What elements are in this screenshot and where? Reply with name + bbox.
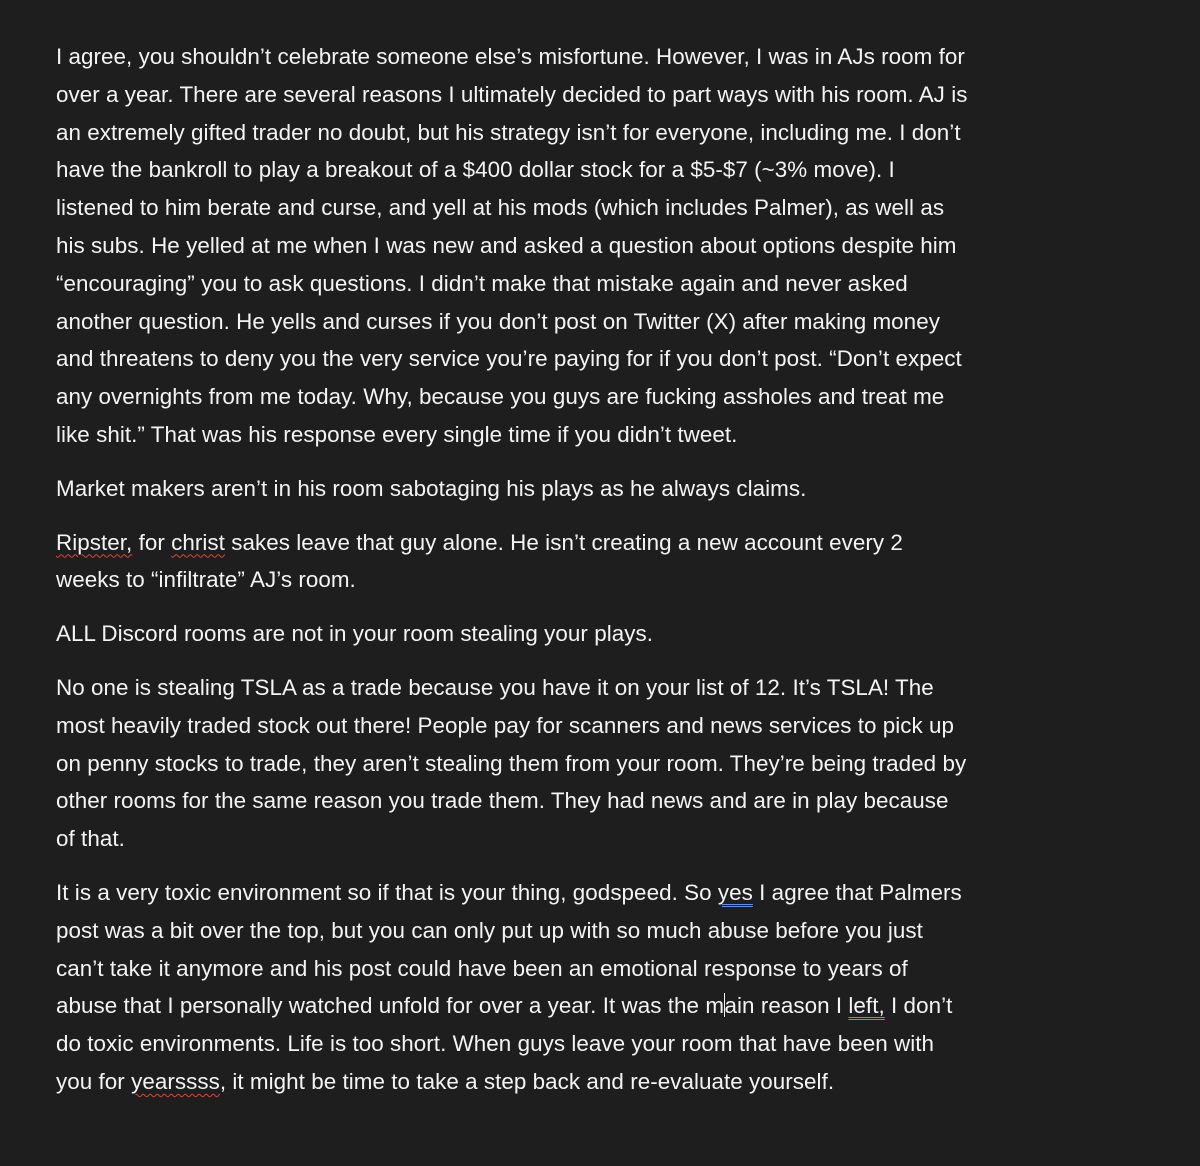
paragraph-text: ALL Discord rooms are not in your room stealing your plays.	[56, 621, 653, 647]
paragraph-4	[56, 615, 1186, 653]
paragraph-text: I agree that Palmers post was a bit over the top, but you can only put up with so much abuse before you just can’t take it anymore and his post could have been an emotional response to years of abuse that I personally watched unfold for over a year. It was the m	[56, 879, 962, 1019]
document-body[interactable]	[56, 38, 1186, 1117]
paragraph-text: sakes leave that guy alone. He isn’t creating a new account every 2 weeks to “infiltrate” AJ’s room.	[56, 529, 903, 593]
paragraph-1	[56, 38, 1186, 454]
paragraph-text: I agree, you shouldn’t celebrate someone else’s misfortune. However, I was in AJs room for over a year. There are several reasons I ultimately decided to part ways with his room. AJ is an extremely gifted trader no doubt, but his strategy isn’t for everyone, including me. I don’t have the bankroll to play a breakout of a $400 dollar stock for a $5-$7 (~3% move). I listened to him berate and curse, and yell at his mods (which includes Palmer), as well as his subs. He yelled at me when I was new and asked a question about options despite him “encouraging” you to ask questions. I didn’t make that mistake again and never asked another question. He yells and curses if you don’t post on Twitter (X) after making money and threatens to deny you the very service you’re paying for if you don’t post. “Don’t expect any overnights from me today. Why, because you guys are fucking assholes and treat me like shit.” That was his response every single time if you didn’t tweet.	[56, 44, 968, 447]
spelling-flagged-word[interactable]: yearssss	[131, 1068, 220, 1094]
grammar-flagged-word[interactable]: left,	[848, 993, 885, 1019]
spelling-flagged-word[interactable]: christ	[171, 529, 225, 555]
paragraph-text: Market makers aren’t in his room sabotaging his plays as he always claims.	[56, 475, 807, 501]
spelling-flagged-word[interactable]: Ripster,	[56, 529, 133, 555]
paragraph-6	[56, 874, 1186, 1101]
grammar-flagged-word[interactable]: yes	[717, 879, 753, 905]
paragraph-5	[56, 669, 1186, 858]
paragraph-text: for	[132, 529, 172, 555]
paragraph-text: , it might be time to take a step back and re-evaluate yourself.	[219, 1068, 835, 1094]
paragraph-2	[56, 470, 1186, 508]
paragraph-3	[56, 524, 1186, 600]
paragraph-text: I don’t do toxic environments. Life is too short. When guys leave your room that have been with you for	[56, 993, 953, 1094]
paragraph-text: It is a very toxic environment so if that is your thing, godspeed. So	[56, 879, 718, 905]
paragraph-text: No one is stealing TSLA as a trade because you have it on your list of 12. It’s TSLA! The most heavily traded stock out there! People pay for scanners and news services to pick up on penny stocks to trade, they aren’t stealing them from your room. They’re being traded by other rooms for the same reason you trade them. They had news and are in play because of that.	[56, 674, 967, 852]
paragraph-text: ain reason I	[724, 993, 849, 1019]
